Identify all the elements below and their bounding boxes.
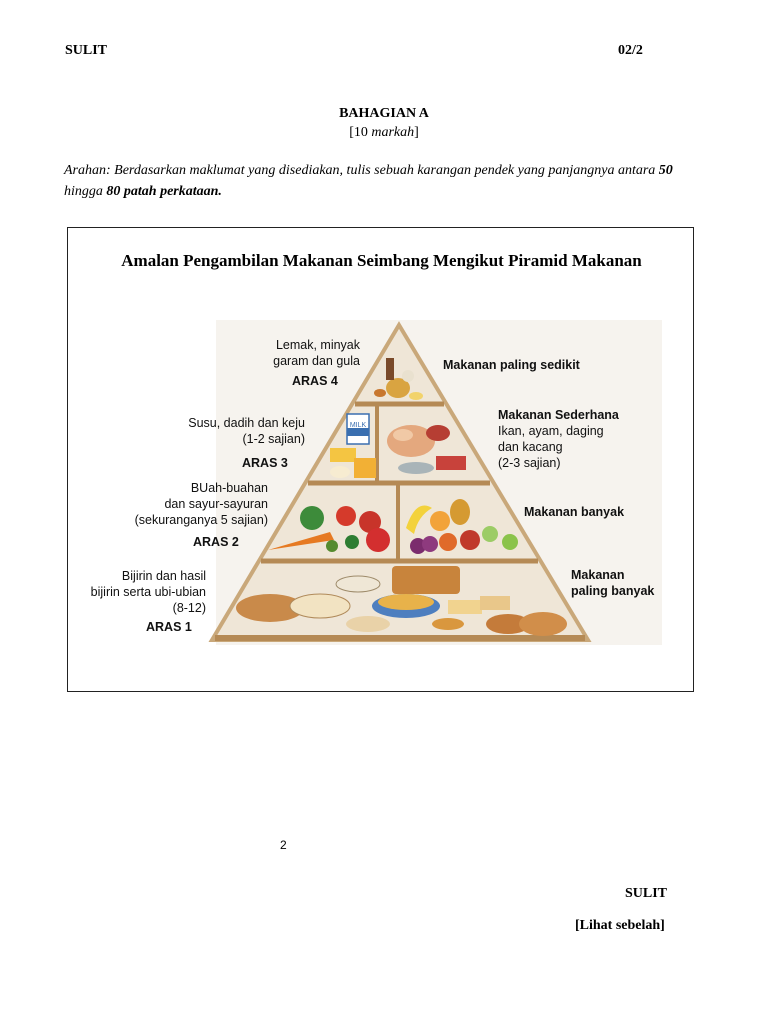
- aras1-left-label: Bijirin dan hasil bijirin serta ubi-ubian (8-12): [90, 569, 206, 615]
- aras3-left-label: Susu, dadih dan keju (1-2 sajian): [188, 416, 305, 446]
- header-sulit: SULIT: [65, 43, 108, 58]
- figure-title: Amalan Pengambilan Makanan Seimbang Mengikut Piramid Makanan: [121, 251, 642, 270]
- aras4-right-label: Makanan paling sedikit: [443, 358, 580, 372]
- aras3-right-label: Makanan Sederhana Ikan, ayam, daging dan kacang (2-3 sajian): [498, 408, 619, 470]
- footer-next-page: [Lihat sebelah]: [575, 918, 665, 933]
- aras1-right-label: Makanan paling banyak: [571, 568, 655, 598]
- instruction-text: Arahan: Berdasarkan maklumat yang disediakan, tulis sebuah karangan pendek yang panjangnya antara 50 hingga 80 patah perkataan.: [64, 163, 673, 199]
- page-number: 2: [280, 838, 287, 852]
- aras2-left-label: BUah-buahan dan sayur-sayuran (sekuranganya 5 sajian): [134, 481, 268, 527]
- milk-carton-label: MILK: [349, 422, 367, 429]
- header-code: 02/2: [618, 43, 643, 58]
- section-marks: [10 markah]: [349, 125, 419, 140]
- aras4-level-label: ARAS 4: [292, 374, 338, 388]
- aras3-level-label: ARAS 3: [242, 456, 288, 470]
- figure-frame: [67, 227, 694, 692]
- footer-sulit: SULIT: [625, 886, 668, 901]
- aras4-left-label: Lemak, minyak garam dan gula: [273, 338, 360, 368]
- aras2-right-label: Makanan banyak: [524, 505, 625, 519]
- aras2-level-label: ARAS 2: [193, 535, 239, 549]
- aras1-level-label: ARAS 1: [146, 620, 192, 634]
- section-title: BAHAGIAN A: [339, 106, 429, 121]
